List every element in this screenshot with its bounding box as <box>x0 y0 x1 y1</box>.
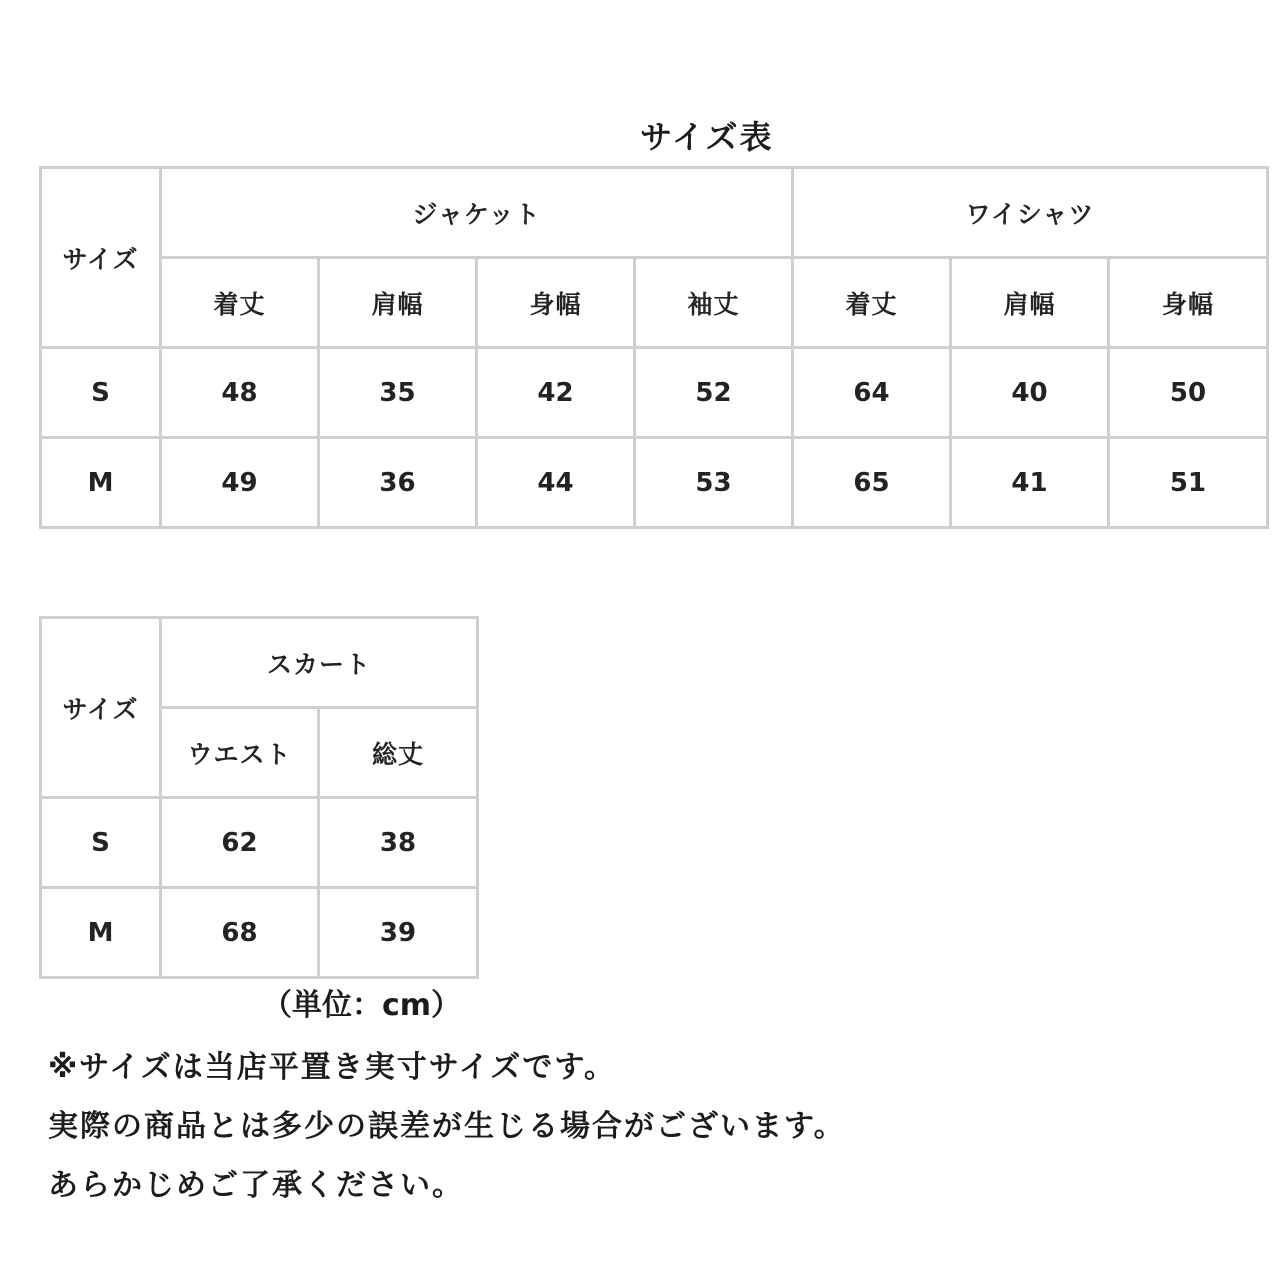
value-cell: 38 <box>319 798 478 888</box>
column-header-cell: 着丈 <box>161 258 319 348</box>
size-header-cell: サイズ <box>41 168 161 348</box>
size-header-cell: サイズ <box>41 618 161 798</box>
value-cell: 48 <box>161 348 319 438</box>
value-cell: 49 <box>161 438 319 528</box>
column-header-cell: 身幅 <box>1109 258 1268 348</box>
page-title: サイズ表 <box>640 118 774 156</box>
table-header-row <box>41 618 478 708</box>
size-cell: S <box>41 798 161 888</box>
note-line: ※サイズは当店平置き実寸サイズです。 <box>48 1050 616 1085</box>
table-row <box>41 348 1268 438</box>
value-cell: 52 <box>635 348 793 438</box>
note-line: あらかじめご了承ください。 <box>48 1168 464 1203</box>
value-cell: 42 <box>477 348 635 438</box>
column-header-cell: 袖丈 <box>635 258 793 348</box>
column-header-cell: 総丈 <box>319 708 478 798</box>
note-line: 実際の商品とは多少の誤差が生じる場合がございます。 <box>48 1109 846 1144</box>
column-header-cell: 肩幅 <box>951 258 1109 348</box>
value-cell: 68 <box>161 888 319 978</box>
size-table-skirt <box>39 616 479 979</box>
value-cell: 64 <box>793 348 951 438</box>
size-cell: S <box>41 348 161 438</box>
value-cell: 39 <box>319 888 478 978</box>
value-cell: 65 <box>793 438 951 528</box>
table-row <box>41 888 478 978</box>
unit-note: （単位：cm） <box>262 988 462 1023</box>
table-row <box>41 798 478 888</box>
size-table-tops <box>39 166 1269 529</box>
value-cell: 50 <box>1109 348 1268 438</box>
value-cell: 53 <box>635 438 793 528</box>
column-header-cell: ウエスト <box>161 708 319 798</box>
size-cell: M <box>41 888 161 978</box>
column-header-cell: 肩幅 <box>319 258 477 348</box>
shirt-group-header: ワイシャツ <box>793 168 1268 258</box>
jacket-group-header: ジャケット <box>161 168 793 258</box>
value-cell: 35 <box>319 348 477 438</box>
column-header-cell: 着丈 <box>793 258 951 348</box>
column-header-cell: 身幅 <box>477 258 635 348</box>
value-cell: 51 <box>1109 438 1268 528</box>
table-header-row <box>41 168 1268 258</box>
value-cell: 62 <box>161 798 319 888</box>
value-cell: 41 <box>951 438 1109 528</box>
value-cell: 40 <box>951 348 1109 438</box>
table-subheader-row <box>41 258 1268 348</box>
value-cell: 44 <box>477 438 635 528</box>
skirt-group-header: スカート <box>161 618 478 708</box>
table-row <box>41 438 1268 528</box>
notes-block <box>48 1038 846 1215</box>
value-cell: 36 <box>319 438 477 528</box>
size-cell: M <box>41 438 161 528</box>
